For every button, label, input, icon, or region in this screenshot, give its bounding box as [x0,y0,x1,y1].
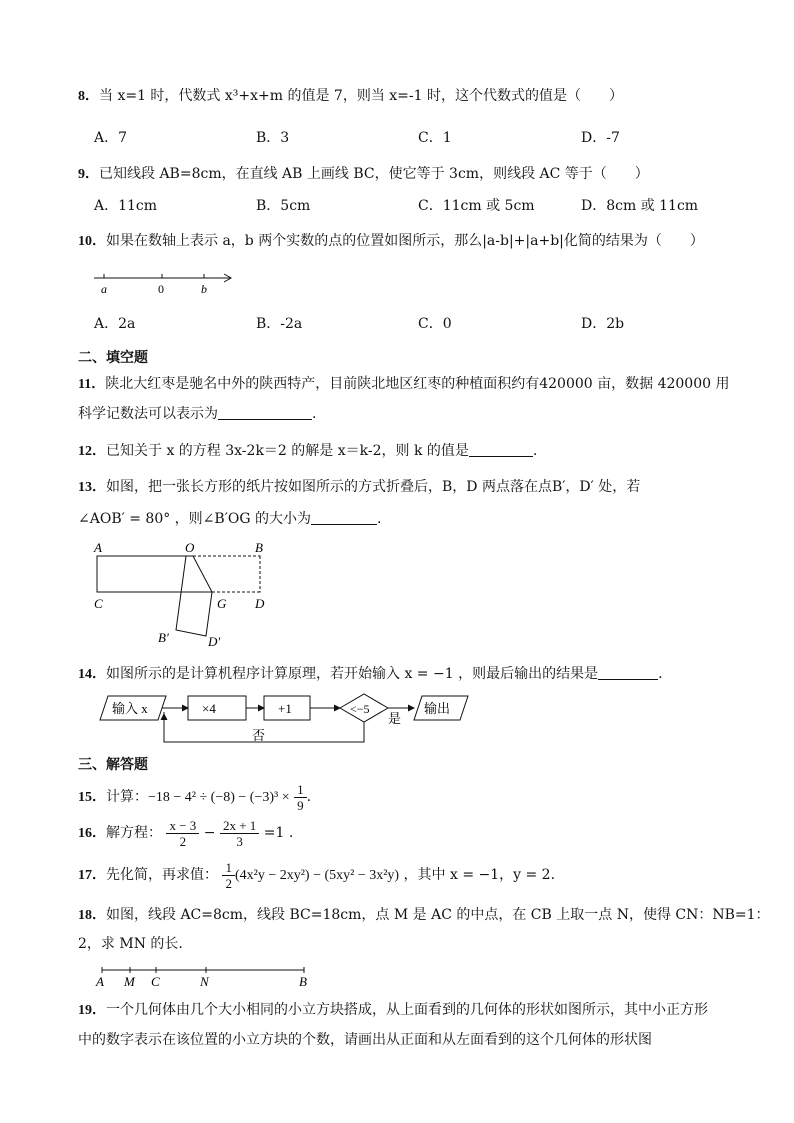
question-text: 陕北大红枣是驰名中外的陕西特产，目前陕北地区红枣的种植面积约有420000 亩，数据 420000 用 [105,376,730,392]
fraction [294,782,307,813]
answer-blank[interactable] [311,510,377,525]
option-b: B．5cm [256,198,311,214]
question-number: 15． [78,790,106,805]
question-number: 13． [78,480,106,495]
question-8 [78,86,623,107]
flow-step-add: +1 [278,701,292,716]
label-n: N [200,974,209,989]
option-d: D．2b [581,316,625,332]
expression: (4x²y − 2xy²) − (5xy² − 3x²y) [234,868,400,883]
section-title: 二、填空题 [78,350,148,366]
question-number: 8． [78,89,99,104]
flow-condition: <−5 [350,702,370,716]
period: . [377,511,382,527]
answer-blank[interactable] [218,405,312,420]
question-10 [78,231,704,252]
axis-label-zero: 0 [158,282,164,296]
question-text: 已知线段 AB=8cm，在直线 AB 上画线 BC，使它等于 3cm，则线段 AC 等于（ ） [99,166,649,182]
label-c: C [151,974,160,989]
flow-yes-label: 是 [388,711,402,726]
label-d: D [255,596,265,611]
label-b-prime: B′ [158,630,169,645]
fraction-denominator: 2 [225,875,232,891]
flowchart-figure [96,692,476,746]
flow-no-label: 否 [252,728,266,743]
question-18 [78,905,770,926]
label-g: G [217,596,227,611]
label-a: A [94,540,102,555]
period: . [550,867,556,883]
question-19-line2 [78,1030,652,1050]
fraction-1 [166,818,199,849]
period: . [532,443,538,459]
minus-sign: − [203,825,216,841]
question-17 [78,858,555,893]
question-text: ∠AOB′ = 80° ，则∠B′OG 的大小为 [78,511,311,527]
answer-blank[interactable] [469,442,533,457]
question-14 [78,664,663,685]
option-d: D．8cm 或 11cm [581,198,699,214]
question-text: 一个几何体由几个大小相同的小立方块搭成，从上面看到的几何体的形状如图所示，其中小正方形 [106,1002,708,1018]
question-text: 当 x=1 时，代数式 x³+x+m 的值是 7，则当 x=-1 时，这个代数式的值是（ ） [99,88,623,104]
question-text: 如图，线段 AC=8cm，线段 BC=18cm，点 M 是 AC 的中点，在 CB 上取一点 N，使得 CN：NB=1： [106,907,770,923]
question-text: 中的数字表示在该位置的小立方块的个数，请画出从正面和从左面看到的这个几何体的形状图 [78,1032,652,1048]
segment-figure [90,962,320,992]
question-number: 12． [78,444,106,459]
question-label: 先化简，再求值： [106,867,218,883]
period: . [312,406,317,422]
label-d-prime: D′ [208,634,221,649]
question-9 [78,164,649,185]
label-b: B [255,540,263,555]
equation-rhs: =1 . [263,825,294,841]
question-11 [78,374,729,395]
question-label: 计算： [106,789,148,805]
label-m: M [124,974,135,989]
question-text: 2，求 MN 的长. [78,936,183,952]
axis-label-a: a [101,282,107,296]
period: . [306,789,312,805]
option-c: C．11cm 或 5cm [418,198,535,214]
question-13-line2 [78,509,381,529]
question-number: 17． [78,868,106,883]
folding-figure [88,538,278,656]
section-title: 三、解答题 [78,757,148,773]
fraction-numerator: x − 3 [166,818,199,834]
flow-output: 输出 [424,701,451,716]
question-12 [78,441,537,462]
condition: ，其中 x = −1，y = 2 [403,867,551,883]
question-number: 9． [78,167,99,182]
label-b: B [299,974,307,989]
question-19 [78,1000,708,1021]
fraction-denominator: 9 [297,797,304,813]
fraction [222,860,235,891]
fraction-2 [220,818,259,849]
question-number: 19． [78,1003,106,1018]
fraction-numerator: 1 [294,782,307,798]
question-number: 10． [78,234,106,249]
question-text: 如图，把一张长方形的纸片按如图所示的方式折叠后，B，D 两点落在点B′，D′ 处，若 [106,479,641,495]
expression: −18 − 4² ÷ (−8) − (−3)³ × [148,790,290,805]
fraction-denominator: 3 [236,833,243,849]
question-number: 11． [78,377,106,392]
option-a: A．7 [94,130,128,146]
label-a: A [96,974,104,989]
option-c: C．1 [418,130,452,146]
question-16 [78,816,293,851]
option-b: B．-2a [256,316,303,332]
answer-blank[interactable] [598,665,658,680]
question-number: 18． [78,908,106,923]
question-11-line2 [78,404,316,424]
question-number: 16． [78,826,106,841]
option-c: C．0 [418,316,452,332]
fraction-numerator: 1 [222,860,235,876]
option-d: D．-7 [581,130,620,146]
question-13 [78,477,640,498]
question-text: 科学记数法可以表示为 [78,406,218,422]
label-o: O [185,540,195,555]
option-a: A．11cm [94,198,158,214]
period: . [658,666,663,682]
label-c: C [94,596,103,611]
axis-label-b: b [201,282,207,296]
question-18-line2 [78,934,183,954]
question-text: 如果在数轴上表示 a，b 两个实数的点的位置如图所示，那么|a-b|+|a+b|化简的结果为（ ） [106,233,704,249]
question-text: 已知关于 x 的方程 3x-2k＝2 的解是 x＝k-2，则 k 的值是 [106,443,469,459]
flow-input: 输入 x [112,701,148,716]
fraction-denominator: 2 [179,833,187,849]
flow-step-multiply: ×4 [202,701,216,716]
option-a: A．2a [94,316,136,332]
question-label: 解方程： [106,825,162,841]
number-line-figure [90,268,240,296]
question-number: 14． [78,667,106,682]
question-15 [78,780,311,815]
fraction-numerator: 2x + 1 [220,818,259,834]
question-text: 如图所示的是计算机程序计算原理，若开始输入 x = −1 ，则最后输出的结果是 [106,666,599,682]
option-b: B．3 [256,130,290,146]
